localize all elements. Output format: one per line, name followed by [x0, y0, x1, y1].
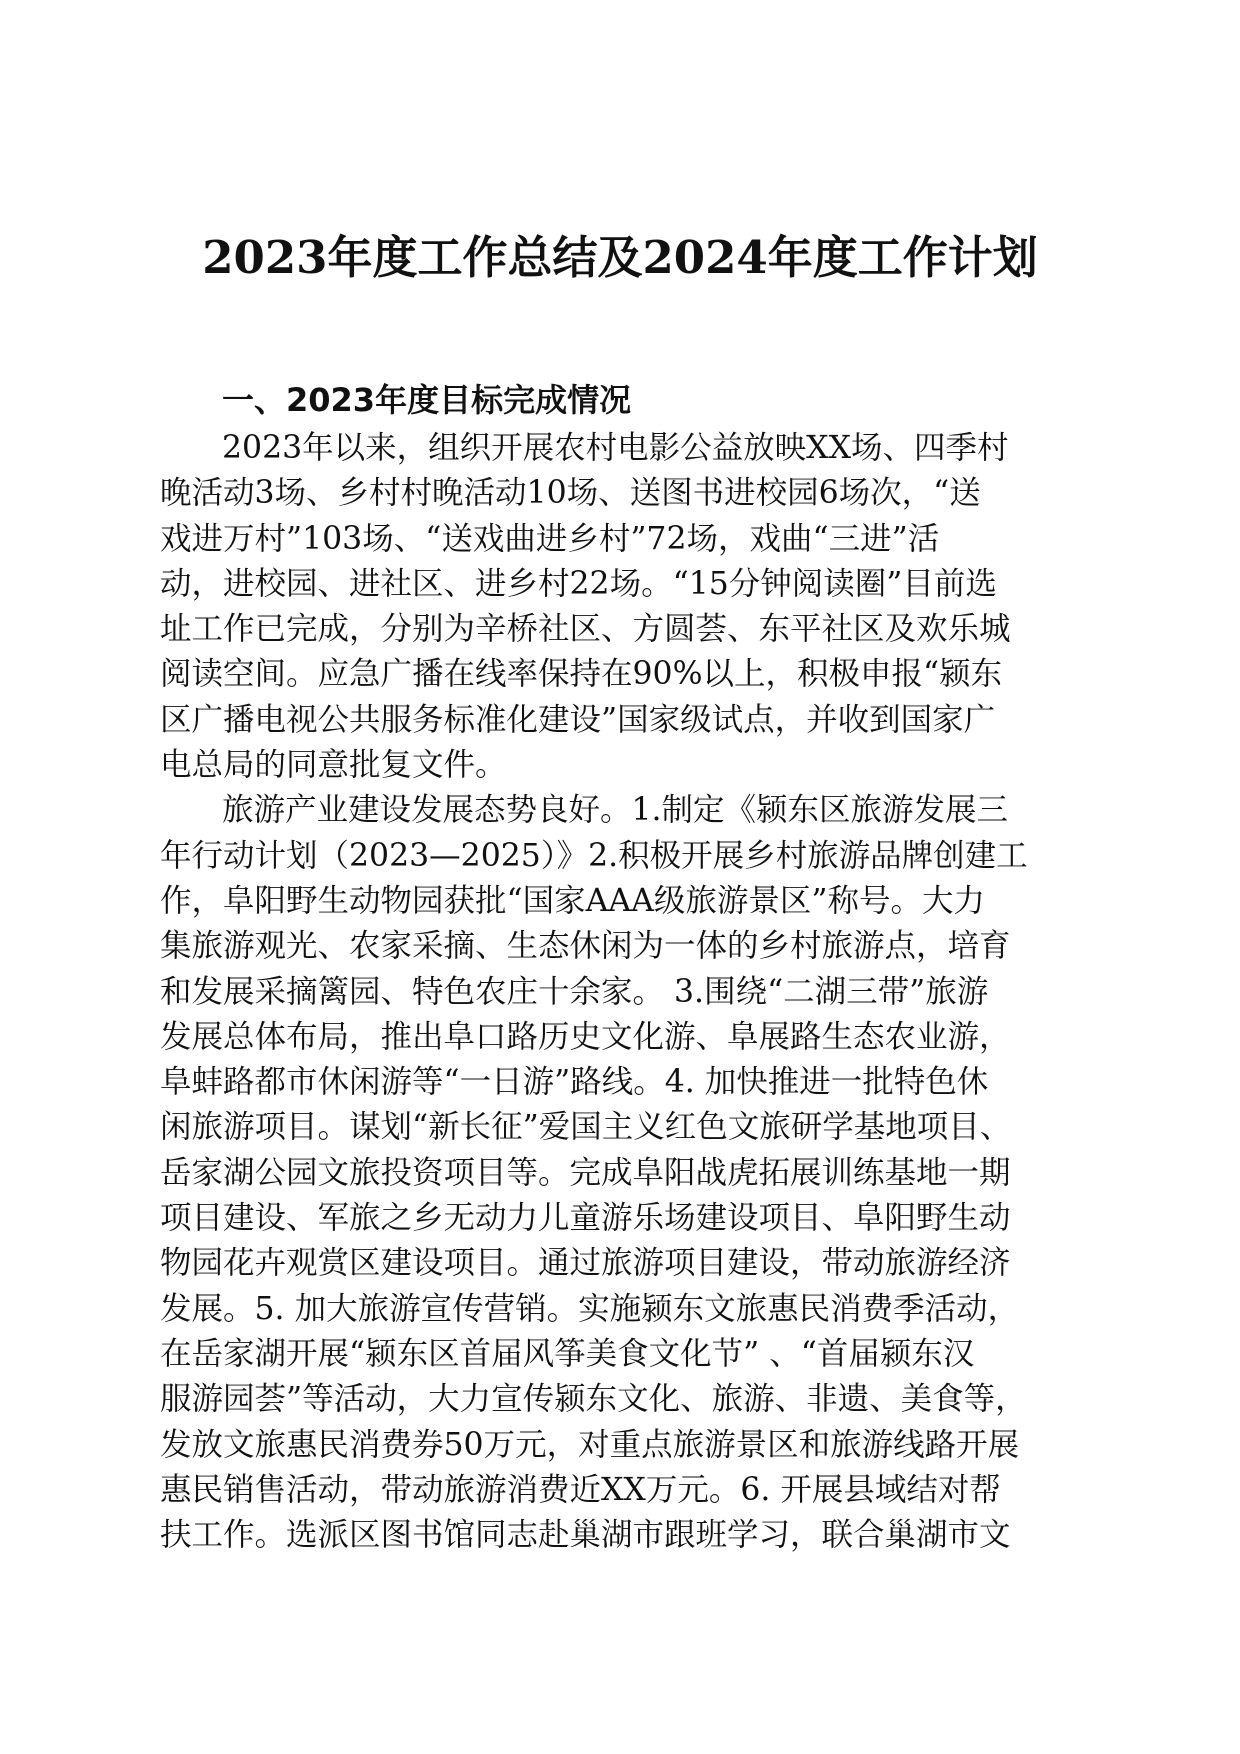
document-title: 2023年度工作总结及2024年度工作计划 — [202, 231, 1038, 284]
body-line: 物园花卉观赏区建设项目。通过旅游项目建设，带动旅游经济 — [160, 1245, 1011, 1282]
body-line: 和发展采摘篱园、特色农庄十余家。 3.围绕“二湖三带”旅游 — [160, 973, 989, 1010]
body-line: 扶工作。选派区图书馆同志赴巢湖市跟班学习，联合巢湖市文 — [160, 1517, 1011, 1554]
body-line: 年行动计划（2023—2025）》2.积极开展乡村旅游品牌创建工 — [160, 837, 1028, 874]
section-heading: 一、2023年度目标完成情况 — [222, 381, 632, 419]
body-line: 集旅游观光、农家采摘、生态休闲为一体的乡村旅游点，培育 — [160, 928, 1011, 965]
body-line: 2023年以来，组织开展农村电影公益放映XX场、四季村 — [222, 430, 1009, 466]
body-line: 电总局的同意批复文件。 — [160, 747, 507, 784]
body-line: 发展总体布局，推出阜口路历史文化游、阜展路生态农业游， — [160, 1018, 1011, 1055]
body-line: 戏进万村”103场、“送戏曲进乡村”72场，戏曲“三进”活 — [160, 520, 940, 557]
body-line: 区广播电视公共服务标准化建设”国家级试点，并收到国家广 — [160, 701, 996, 738]
body-line: 发放文旅惠民消费券50万元，对重点旅游景区和旅游线路开展 — [160, 1426, 1020, 1463]
body-line: 闲旅游项目。谋划“新长征”爱国主义红色文旅研学基地项目、 — [160, 1109, 1012, 1146]
body-line: 晚活动3场、乡村村晚活动10场、送图书进校园6场次，“送 — [160, 475, 981, 512]
body-line: 惠民销售活动，带动旅游消费近XX万元。6. 开展县域结对帮 — [160, 1471, 1001, 1508]
body-line: 作，阜阳野生动物园获批“国家AAA级旅游景区”称号。大力 — [160, 882, 985, 919]
body-line: 发展。5. 加大旅游宣传营销。实施颍东文旅惠民消费季活动， — [160, 1290, 1020, 1327]
body-line: 服游园荟”等活动，大力宣传颍东文化、旅游、非遗、美食等， — [160, 1381, 1027, 1418]
body-line: 在岳家湖开展“颍东区首届风筝美食文化节” 、“首届颍东汉 — [160, 1335, 975, 1372]
body-line: 动，进校园、进社区、进乡村22场。“15分钟阅读圈”目前选 — [160, 565, 997, 602]
body-text — [160, 426, 1100, 1558]
body-line: 岳家湖公园文旅投资项目等。完成阜阳战虎拓展训练基地一期 — [160, 1154, 1011, 1191]
body-line: 址工作已完成，分别为辛桥社区、方圆荟、东平社区及欢乐城 — [160, 611, 1011, 648]
body-line: 旅游产业建设发展态势良好。1.制定《颍东区旅游发展三 — [222, 792, 1009, 829]
body-line: 阅读空间。应急广播在线率保持在90%以上，积极申报“颍东 — [160, 656, 1003, 693]
body-line: 阜蚌路都市休闲游等“一日游”路线。4. 加快推进一批特色休 — [160, 1064, 989, 1101]
body-line: 项目建设、军旅之乡无动力儿童游乐场建设项目、阜阳野生动 — [160, 1200, 1011, 1237]
